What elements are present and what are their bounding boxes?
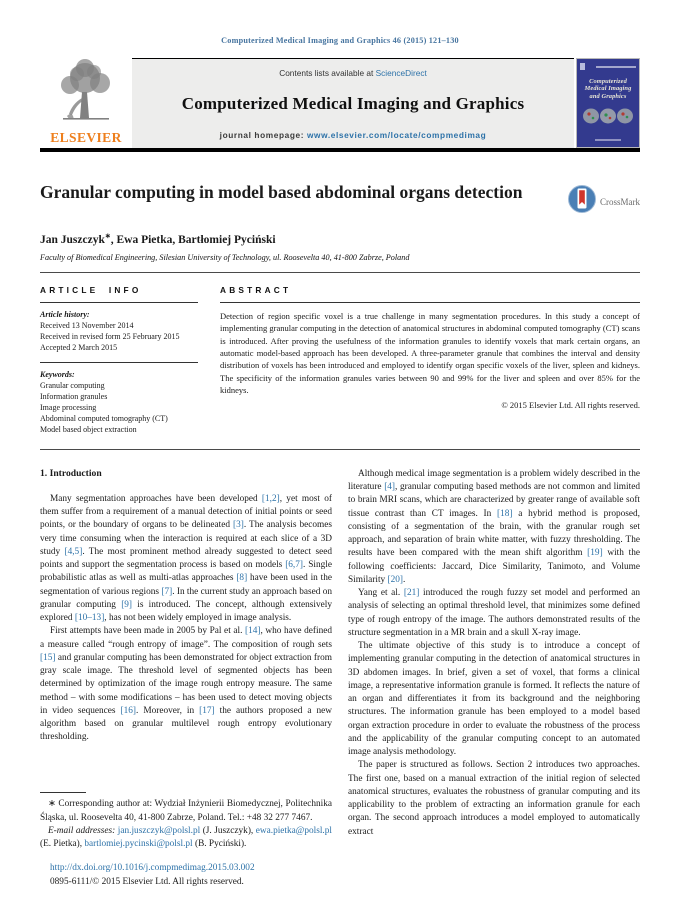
divider xyxy=(40,272,640,273)
paragraph: Yang et al. [21] introduced the rough fuzzy set model and performed an analysis of selecting an optimal threshold level, that minimizes some defined type of rough entropy of the image. The authors demonstrated results of the structure segmentation in a MR brain and a skull X-ray image. xyxy=(348,588,640,638)
doi-link[interactable]: http://dx.doi.org/10.1016/j.compmedimag.2015.03.002 xyxy=(50,863,255,874)
text-segment: (E. Pietka), xyxy=(40,839,85,850)
citation-link[interactable]: [4] xyxy=(384,482,396,493)
divider xyxy=(40,362,198,363)
text-segment: E-mail addresses: xyxy=(48,825,118,836)
citation-link[interactable]: [17] xyxy=(199,705,215,716)
abstract-panel xyxy=(220,285,640,435)
divider xyxy=(220,302,640,303)
article-info-panel xyxy=(40,285,198,435)
link[interactable]: bartlomiej.pycinski@polsl.pl xyxy=(84,839,193,850)
history-item: Received 13 November 2014 xyxy=(40,320,134,330)
link[interactable]: ewa.pietka@polsl.pl xyxy=(255,825,332,836)
history-item: Received in revised form 25 February 2015 xyxy=(40,331,180,341)
citation-link[interactable]: [21] xyxy=(403,588,420,599)
paragraph: The ultimate objective of this study is to introduce a concept of implementing granular computing in the detection of anatomical structures in 3D abdomen images. In brief, given a set of voxel, that forms a clinical image, a representative information granule is formed. It reflects the nature of an organ and differentiates it from its background and the neighboring structures. The information granule has been employed to a model based organ extraction procedure in order to evaluate the robustness of the process and the applicability of the granular computing concept to an automated image analysis methodology. xyxy=(348,641,640,758)
right-column xyxy=(348,468,640,889)
banner-bottom-bar xyxy=(40,148,640,152)
cover-publisher-mark xyxy=(580,63,585,70)
citation-link[interactable]: [14] xyxy=(244,626,261,637)
text-segment: ∗ xyxy=(104,232,111,240)
affiliation: Faculty of Biomedical Engineering, Silesian University of Technology, ul. Roosevelta 40, 41-800 Zabrze, Poland xyxy=(40,252,410,262)
cover-top-rule xyxy=(596,66,636,68)
citation-link[interactable]: [20] xyxy=(387,574,404,585)
history-label: Article history: xyxy=(40,309,90,319)
crossmark-label: CrossMark xyxy=(600,196,640,207)
text-segment: (B. Pyciński). xyxy=(192,839,247,850)
citation-link[interactable]: [8] xyxy=(236,573,248,584)
citation-link[interactable]: [19] xyxy=(587,548,603,559)
link[interactable]: jan.juszczyk@polsl.pl xyxy=(117,825,201,836)
journal-cover[interactable] xyxy=(574,58,640,148)
running-head-citation: Computerized Medical Imaging and Graphics 46 (2015) 121–130 xyxy=(221,36,459,45)
section-heading-introduction: 1. Introduction xyxy=(40,467,102,479)
cover-title: Computerized Medical Imaging and Graphics xyxy=(584,78,632,100)
paragraph: First attempts have been made in 2005 by Pal et al. [14], who have defined a measure called “rough entropy of image”. The composition of rough sets [15] and granular computing has been demonstrated for object extraction from gray scale image. The threshold level of segmented objects has been determined by optimization of the image rough entropy measure. The same method – with some modifications – has been used to detect moving objects in video sequences [16]. Moreover, in [17] the authors proposed a new algorithm based on granular multilevel rough entropy evolutionary thresholding. xyxy=(40,626,333,743)
text-segment: , Ewa Pietka, Bartłomiej Pyciński xyxy=(110,233,276,246)
corresponding-author-note: ∗ Corresponding author at: Wydział Inżynierii Biomedycznej, Politechnika Śląska, ul. Roosevelta 40, 41-800 Zabrze, Poland. Tel.: +48 32 277 7467. xyxy=(40,799,332,823)
elsevier-tree-icon xyxy=(55,58,117,129)
abstract-heading: ABSTRACT xyxy=(220,284,292,295)
citation-link[interactable]: [9] xyxy=(121,599,133,610)
keyword-item: Model based object extraction xyxy=(40,424,137,434)
paragraph: The paper is structured as follows. Section 2 introduces two approaches. The first one, based on a manual extraction of the initial region of selected anatomical structures, evaluates the robustness of granular computing and its applicability to the problem of extracting an information granule for each organ. The second approach introduces a model employed to automatically extract xyxy=(348,760,640,837)
paragraph: Many segmentation approaches have been developed [1,2], yet most of them suffer from a requirement of a manual detection of initial points or seed points, or the boundary of organs to be delineated [3]. The analysis becomes very time consuming when the interaction is required at each slice of a 3D study [4,5]. The most prominent method already suggested to detect seed points and support the segmentation process is based on models [6,7]. Single probabilistic atlas as well as multi-atlas approaches [8] have been used in the segmentation of various regions [7]. In the current study an approach based on granular computing [9] is introduced. The concept, although extensively explored [10–13], has not been widely employed in image analysis. xyxy=(40,493,333,624)
elsevier-wordmark: ELSEVIER xyxy=(50,130,122,145)
copyright-line: © 2015 Elsevier Ltd. All rights reserved. xyxy=(501,399,640,410)
citation-link[interactable]: [18] xyxy=(497,508,513,519)
journal-banner xyxy=(40,58,640,148)
cover-bottom-rule xyxy=(595,139,621,141)
keyword-item: Image processing xyxy=(40,402,97,412)
keyword-item: Abdominal computed tomography (CT) xyxy=(40,413,168,423)
divider xyxy=(40,449,640,450)
abstract-text: Detection of region specific voxel is a true challenge in many segmentation procedures. In this study a concept of implementing granular computing in the detection of anatomical structures in abdominal computed tomography (CT) scans is introduced. After proving the usefulness of the information granules to identify voxels that mark certain organs, an automatic model-based approach has been developed. A three-parameter granule that combines the interval and density distribution of voxels has been introduced and employed to identify organ specific voxels of the liver, spleen and kidneys. The specificity of the information granules varies between 90 and 99% for the liver and spleen and over 85% for the kidneys. xyxy=(220,310,640,396)
citation-link[interactable]: [4,5] xyxy=(64,546,83,557)
journal-homepage-line xyxy=(140,130,566,140)
keyword-item: Granular computing xyxy=(40,380,105,390)
crossmark-icon xyxy=(567,184,597,219)
keywords-label: Keywords: xyxy=(40,369,75,379)
article-info-heading: ARTICLE INFO xyxy=(40,284,142,295)
footnote-block xyxy=(40,792,332,889)
divider xyxy=(40,302,198,303)
citation-link[interactable]: [16] xyxy=(120,705,137,716)
citation-link[interactable]: [6,7] xyxy=(285,560,304,571)
journal-title: Computerized Medical Imaging and Graphics xyxy=(181,94,525,113)
link[interactable]: www.elsevier.com/locate/compmedimag xyxy=(307,130,487,140)
authors-line xyxy=(40,232,640,246)
elsevier-logo[interactable] xyxy=(40,58,132,148)
cover-top-band xyxy=(580,63,636,70)
text-segment: (J. Juszczyk), xyxy=(200,825,256,836)
footnote-rule xyxy=(40,792,86,793)
citation-link[interactable]: [10–13] xyxy=(74,613,105,624)
article-title: Granular computing in model based abdominal organs detection xyxy=(40,182,523,202)
citation-link[interactable]: [15] xyxy=(40,652,56,663)
journal-cover-art xyxy=(576,58,640,148)
brain-thumbnails-icon xyxy=(582,107,634,130)
link[interactable]: ScienceDirect xyxy=(375,68,427,78)
left-column xyxy=(40,468,332,889)
text-segment: journal homepage: xyxy=(219,130,307,140)
banner-center xyxy=(132,58,574,148)
citation-link[interactable]: [3] xyxy=(233,520,244,531)
citation-link[interactable]: [7] xyxy=(161,586,173,597)
text-segment: Jan Juszczyk xyxy=(40,233,105,246)
crossmark-badge[interactable] xyxy=(567,184,640,219)
paragraph: Although medical image segmentation is a problem widely described in the literature [4], granular computing based methods are not common and limited to brain MRI scans, which are characterized by greater range of available soft tissue contrast than CT images. In [18] a hybrid method is proposed, consisting of a segmentation of the brain, with the granular rough set approach, and separation of brain white matter, with fuzzy thresholding. The results have been compared with the mean shift algorithm [19] with the following coefficients: Jaccard, Dice Similarity, Tanimoto, and Volume Similarity [20]. xyxy=(348,468,640,585)
history-item: Accepted 2 March 2015 xyxy=(40,342,118,352)
text-segment: Contents lists available at xyxy=(279,68,376,78)
email-addresses-line xyxy=(40,825,332,852)
citation-link[interactable]: [1,2] xyxy=(261,493,280,504)
column-spacer xyxy=(40,745,332,781)
issn-copyright-line: 0895-6111/© 2015 Elsevier Ltd. All rights reserved. xyxy=(50,876,244,887)
doi-block xyxy=(40,862,332,889)
keyword-item: Information granules xyxy=(40,391,108,401)
contents-line xyxy=(140,68,566,78)
